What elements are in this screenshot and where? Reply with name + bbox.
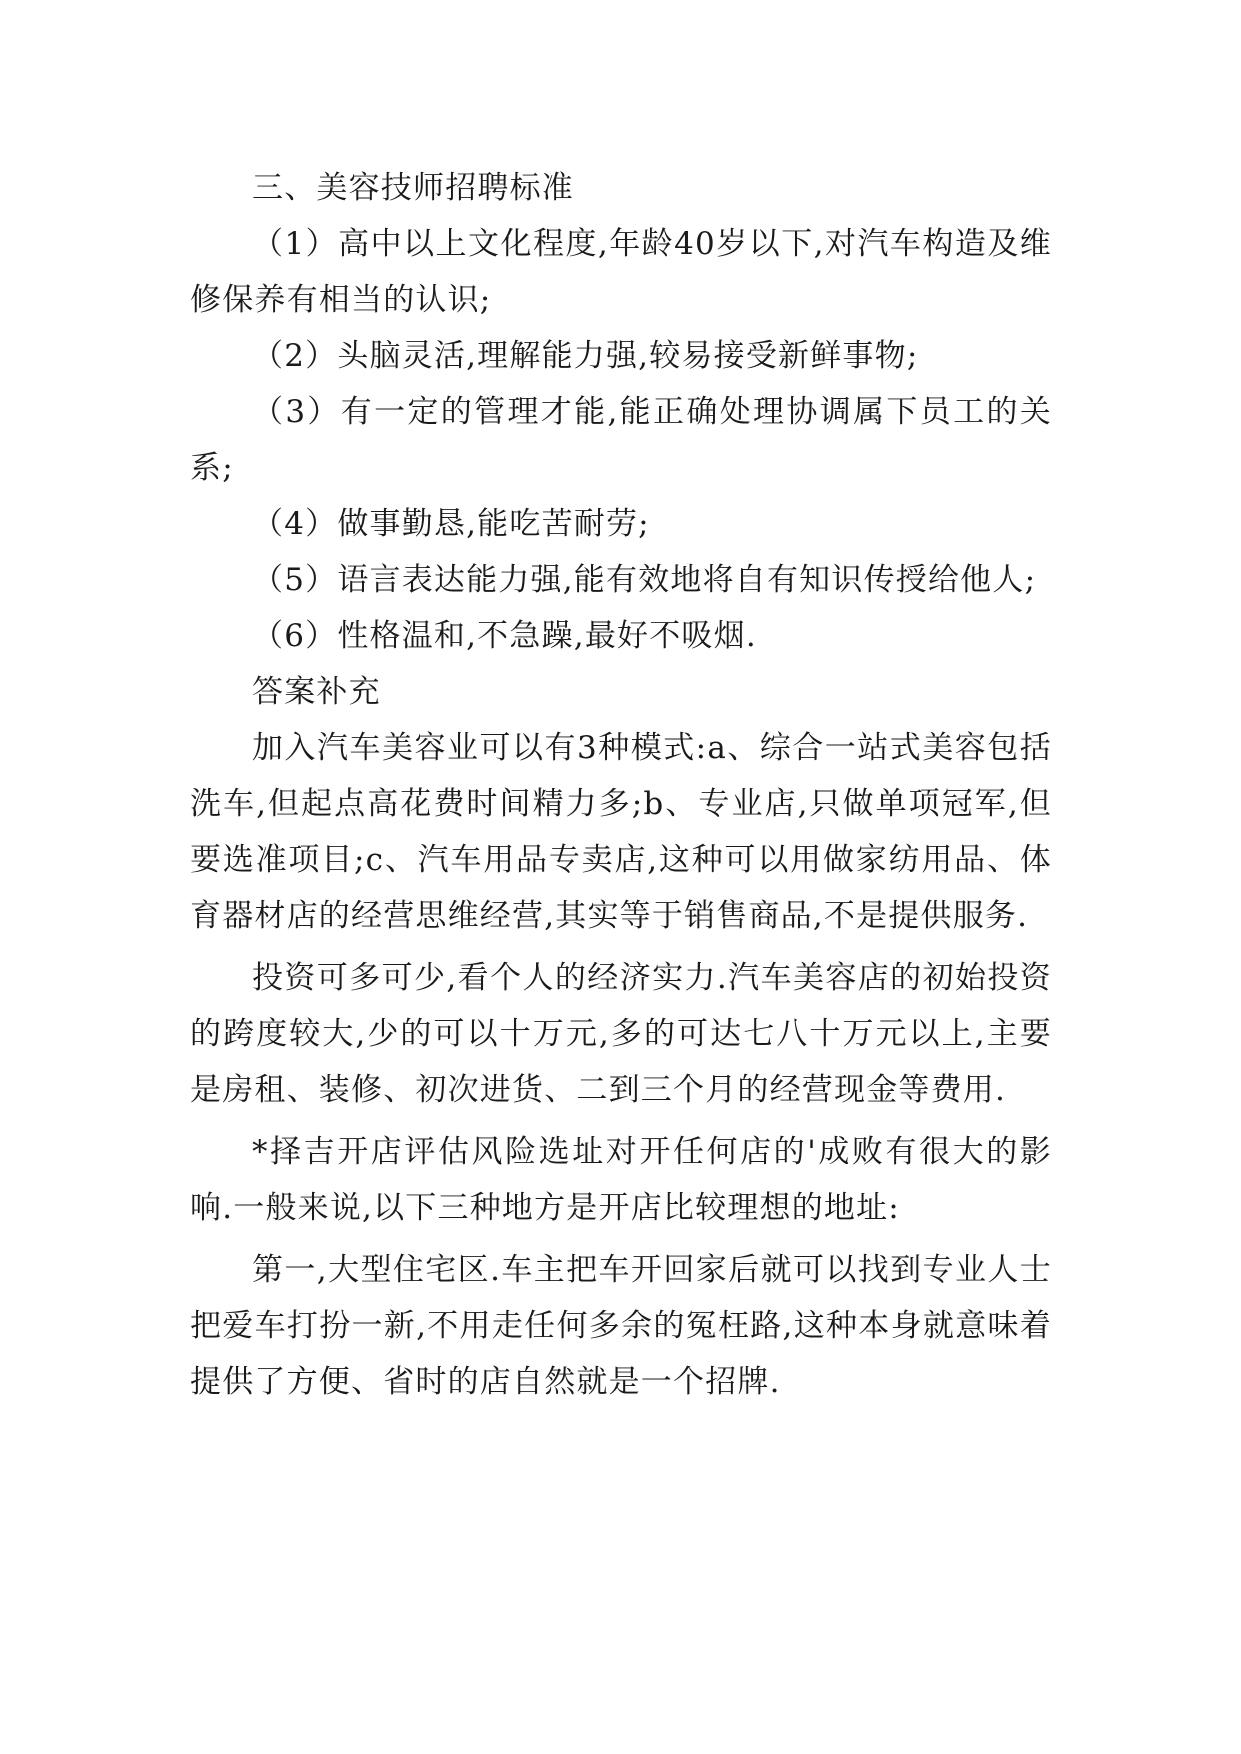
requirement-item: （2）头脑灵活,理解能力强,较易接受新鲜事物; <box>252 338 919 374</box>
body-paragraph: *择吉开店评估风险选址对开任何店的'成败有很大的影响.一般来说,以下三种地方是开店比较理想的地址: <box>190 1134 1052 1226</box>
requirement-item: （1）高中以上文化程度,年龄40岁以下,对汽车构造及维修保养有相当的认识; <box>190 226 1052 318</box>
requirement-item: （5）语言表达能力强,能有效地将自有知识传授给他人; <box>252 562 1037 598</box>
body-paragraph: 第一,大型住宅区.车主把车开回家后就可以找到专业人士把爱车打扮一新,不用走任何多余的冤枉路,这种本身就意味着提供了方便、省时的店自然就是一个招牌. <box>190 1252 1052 1400</box>
body-paragraph: 加入汽车美容业可以有3种模式:a、综合一站式美容包括洗车,但起点高花费时间精力多;b、专业店,只做单项冠军,但要选准项目;c、汽车用品专卖店,这种可以用做家纺用品、体育器材店的经营思维经营,其实等于销售商品,不是提供服务. <box>190 730 1052 934</box>
requirement-item: （6）性格温和,不急躁,最好不吸烟. <box>252 618 757 654</box>
requirement-item: （4）做事勤恳,能吃苦耐劳; <box>252 506 650 542</box>
supplement-heading: 答案补充 <box>252 674 381 710</box>
document-body <box>190 160 1052 1410</box>
section-heading: 三、美容技师招聘标准 <box>252 170 574 206</box>
body-paragraph: 投资可多可少,看个人的经济实力.汽车美容店的初始投资的跨度较大,少的可以十万元,多的可达七八十万元以上,主要是房租、装修、初次进货、二到三个月的经营现金等费用. <box>190 960 1052 1108</box>
requirement-item: （3）有一定的管理才能,能正确处理协调属下员工的关系; <box>190 394 1052 486</box>
